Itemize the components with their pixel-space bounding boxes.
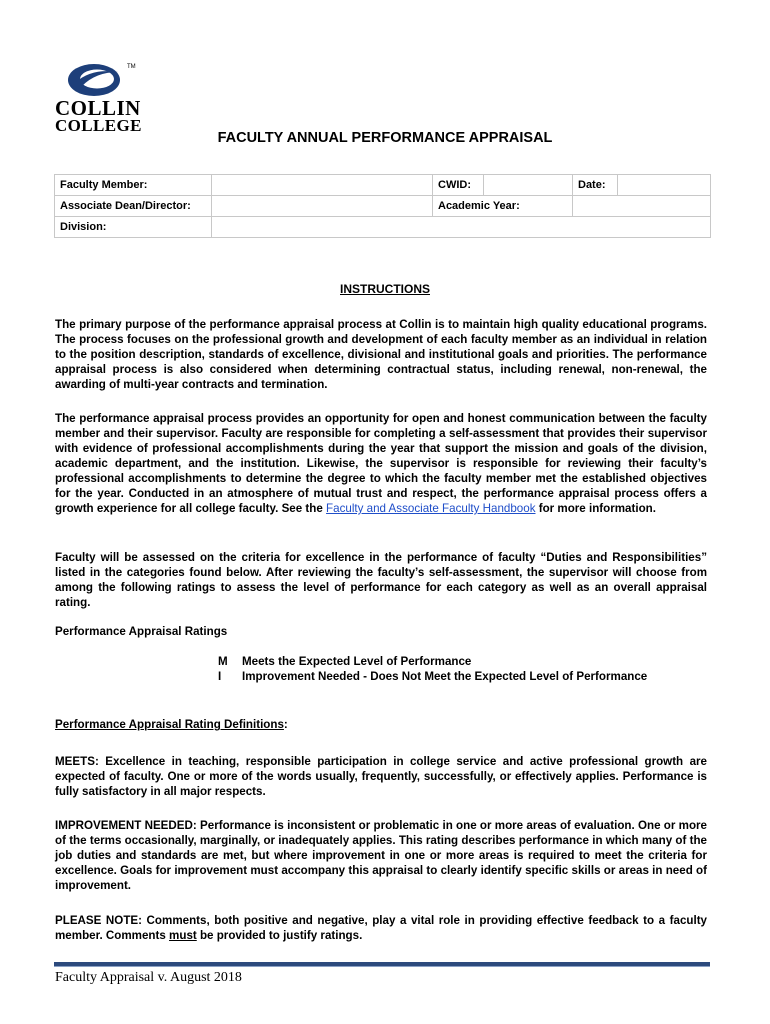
faculty-handbook-link[interactable]: Faculty and Associate Faculty Handbook <box>326 502 536 515</box>
purpose-paragraph: The primary purpose of the performance appraisal process at Collin is to maintain high quality educational programs. The process focuses on the professional growth and development of each faculty member as an individual in relation to the position description, standards of excellence, divisional and institutional goals and priorities. The performance appraisal process is also considered when determining contractual status, including renewal, non-renewal, the awarding of multi-year contracts and termination. <box>55 318 707 391</box>
academic-year-label: Academic Year: <box>433 196 573 217</box>
rating-code-i: I <box>218 670 222 683</box>
rating-text-i: Improvement Needed - Does Not Meet the Expected Level of Performance <box>242 670 648 683</box>
rating-text-m: Meets the Expected Level of Performance <box>242 655 472 668</box>
rating-code-m: M <box>218 655 228 668</box>
please-note <box>55 913 707 943</box>
instructions-heading: INSTRUCTIONS <box>340 282 430 296</box>
logo-text-college: COLLEGE <box>55 116 142 135</box>
trademark: TM <box>127 64 136 70</box>
cwid-field[interactable] <box>484 175 573 196</box>
faculty-member-field[interactable] <box>212 175 433 196</box>
footer-rule <box>54 962 710 967</box>
footer-text: Faculty Appraisal v. August 2018 <box>55 970 242 985</box>
associate-dean-label: Associate Dean/Director: <box>55 196 212 217</box>
please-note-tail: be provided to justify ratings. <box>196 929 363 942</box>
please-note-text: PLEASE NOTE: Comments, both positive and negative, play a vital role in providing effective feedback to a faculty member. Comments <box>55 914 707 942</box>
improvement-definition: IMPROVEMENT NEEDED: Performance is inconsistent or problematic in one or more areas of evaluation. One or more of the terms occasionally, marginally, or inadequately applies. This rating describes performance in which many of the job duties and standards are met, but where improvement in one or more areas is required to meet the criteria for excellence. Goals for improvement must accompany this appraisal to clearly identify specific skills or areas in need of improvement. <box>55 819 707 892</box>
process-paragraph-tail: for more information. <box>535 502 656 515</box>
date-field[interactable] <box>618 175 711 196</box>
meets-definition: MEETS: Excellence in teaching, responsible participation in college service and active professional growth are expected of faculty. One or more of the words usually, frequently, successfully, or effectively applies. Performance is fully satisfactory in all major respects. <box>55 755 707 798</box>
associate-dean-field[interactable] <box>212 196 433 217</box>
division-label: Division: <box>55 217 212 238</box>
page-title: FACULTY ANNUAL PERFORMANCE APPRAISAL <box>217 130 553 146</box>
collin-college-logo <box>52 62 152 134</box>
process-paragraph-text: The performance appraisal process provides an opportunity for open and honest communication between the faculty member and their supervisor. Faculty are responsible for completing a self-assessment that provides their supervisor with evidence of professional accomplishments during the year that support the mission and goals of the division, academic department, and the institution. Likewise, the supervisor is responsible for reviewing their faculty’s professional accomplishments to determine the degree to which the faculty member met the established objectives for the year. Conducted in an atmosphere of mutual trust and respect, the performance appraisal process offers a growth experience for all college faculty. See the <box>55 412 707 515</box>
faculty-member-label: Faculty Member: <box>55 175 212 196</box>
logo-text-collin: COLLIN <box>55 96 141 120</box>
academic-year-field[interactable] <box>573 196 711 217</box>
header-form <box>54 174 711 238</box>
ratings-heading: Performance Appraisal Ratings <box>55 625 228 638</box>
collin-swoosh-icon <box>66 62 124 98</box>
date-label: Date: <box>573 175 618 196</box>
definitions-heading-colon: : <box>283 718 288 731</box>
please-note-must: must <box>169 929 197 942</box>
definitions-heading-text: Performance Appraisal Rating Definitions <box>55 718 284 731</box>
process-paragraph <box>55 411 707 516</box>
cwid-label: CWID: <box>433 175 484 196</box>
definitions-heading <box>55 718 288 731</box>
division-field[interactable] <box>212 217 711 238</box>
assessment-paragraph: Faculty will be assessed on the criteria for excellence in the performance of faculty “Duties and Responsibilities” listed in the categories found below. After reviewing the faculty’s self-assessment, the supervisor will choose from among the following ratings to assess the level of performance for each category as well as an overall appraisal rating. <box>55 551 707 609</box>
